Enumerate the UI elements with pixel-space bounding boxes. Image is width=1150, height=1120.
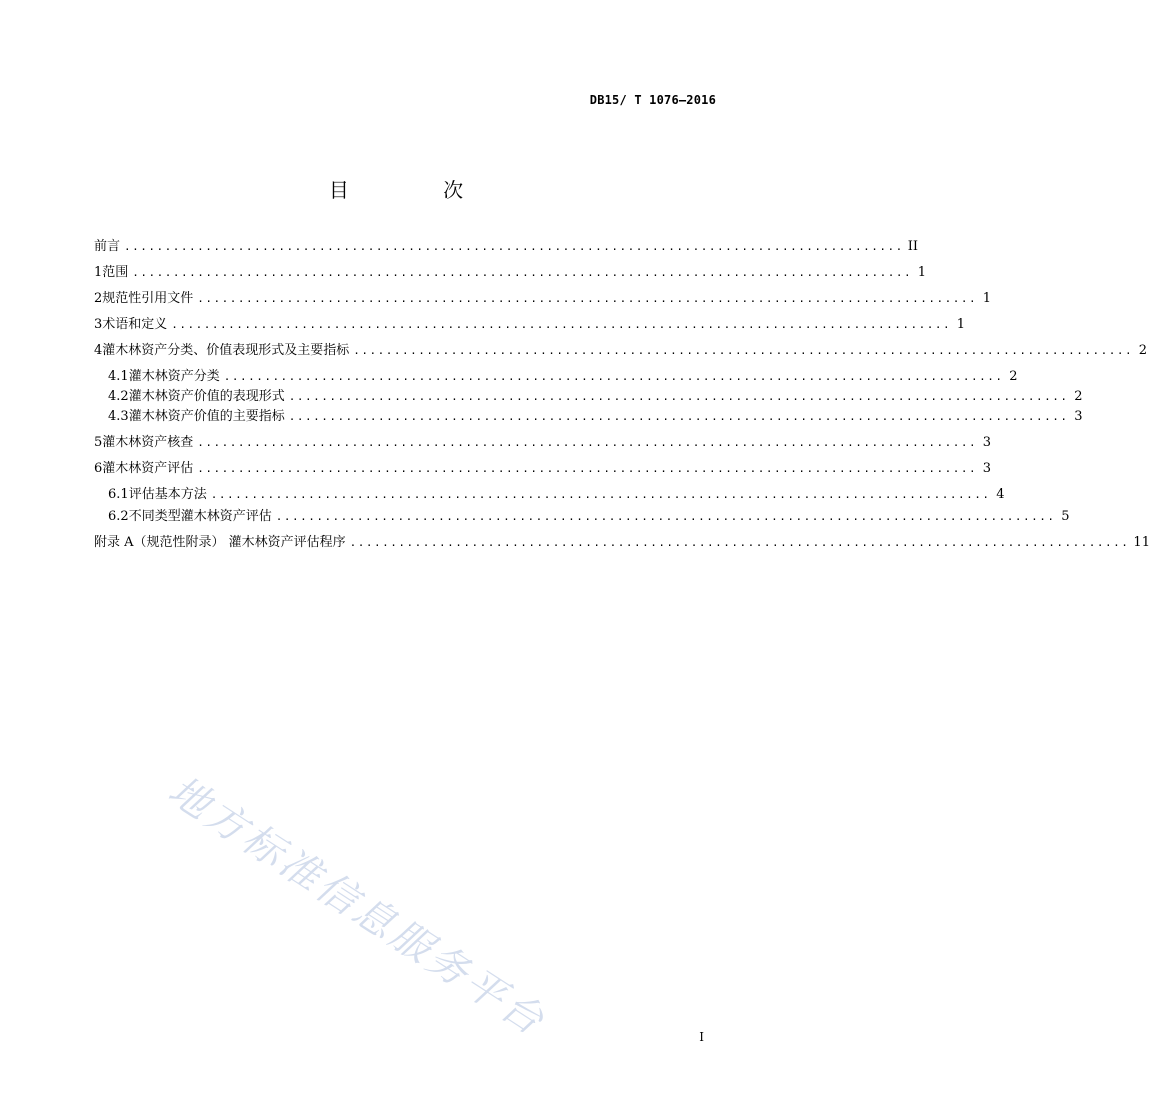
toc-entry-6-2[interactable] (108, 507, 1070, 527)
toc-page: II (907, 239, 919, 254)
toc-number: 6.1 (108, 487, 129, 502)
toc-label: 灌木林资产分类、价值表现形式及主要指标 (102, 343, 350, 358)
toc-entry-foreword[interactable] (94, 237, 919, 257)
toc-page: 3 (982, 461, 992, 476)
toc-entry-4-3[interactable] (108, 407, 1083, 427)
toc-page: 4 (996, 487, 1005, 502)
toc-leader: ................................................................................................ (288, 390, 1069, 403)
toc-label: 前言 (94, 239, 121, 254)
toc-label: 评估基本方法 (128, 487, 207, 502)
toc-number: 6 (94, 461, 103, 476)
toc-label: 灌木林资产价值的主要指标 (128, 409, 285, 424)
toc-number: 2 (94, 291, 103, 306)
toc-label: 范围 (102, 265, 129, 280)
toc-entry-4-1[interactable] (108, 367, 1018, 387)
toc-number: 4.1 (108, 369, 129, 384)
toc-entry-appendix-a[interactable] (94, 533, 1150, 553)
toc-leader: ................................................................................................ (197, 436, 978, 449)
toc-leader: ................................................................................................ (223, 370, 1004, 383)
toc-number: 4.3 (108, 409, 129, 424)
toc-page: 2 (1138, 343, 1148, 358)
toc-label: 灌木林资产评估 (102, 461, 194, 476)
toc-label: 灌木林资产核查 (102, 435, 194, 450)
watermark: 地方标准信息服务平台 (160, 767, 555, 1046)
toc-page: 5 (1061, 509, 1070, 524)
toc-page: 3 (982, 435, 992, 450)
toc-leader: ................................................................................................ (132, 266, 913, 279)
page-title: 目 次 (328, 178, 508, 202)
toc-number: 3 (94, 317, 103, 332)
toc-label: 附录 A（规范性附录） 灌木林资产评估程序 (94, 535, 346, 550)
toc-entry-4[interactable] (94, 341, 1148, 361)
toc-page: 2 (1009, 369, 1018, 384)
toc-entry-6[interactable] (94, 459, 992, 479)
toc-leader: ................................................................................................ (275, 510, 1056, 523)
toc-entry-5[interactable] (94, 433, 992, 453)
toc-label: 术语和定义 (102, 317, 168, 332)
toc-leader: ................................................................................................ (197, 462, 978, 475)
toc-leader: ................................................................................................ (288, 410, 1069, 423)
toc-label: 不同类型灌木林资产评估 (128, 509, 272, 524)
toc-label: 灌木林资产分类 (128, 369, 220, 384)
toc-entry-1[interactable] (94, 263, 927, 283)
toc-label: 规范性引用文件 (102, 291, 194, 306)
toc-entry-3[interactable] (94, 315, 966, 335)
toc-leader: ................................................................................................ (171, 318, 952, 331)
toc-page: 1 (982, 291, 992, 306)
standard-code: DB15/ T 1076—2016 (589, 93, 716, 107)
toc-page: 2 (1074, 389, 1083, 404)
toc-number: 6.2 (108, 509, 129, 524)
toc-leader: ................................................................................................ (349, 536, 1130, 549)
toc-page: 1 (956, 317, 966, 332)
toc-number: 4 (94, 343, 103, 358)
toc-entry-4-2[interactable] (108, 387, 1083, 407)
toc-number: 5 (94, 435, 103, 450)
toc-leader: ................................................................................................ (353, 344, 1134, 357)
toc-leader: ................................................................................................ (197, 292, 978, 305)
toc-entry-6-1[interactable] (108, 485, 1005, 505)
toc-page: 3 (1074, 409, 1083, 424)
toc-label: 灌木林资产价值的表现形式 (128, 389, 285, 404)
toc-page: 11 (1133, 535, 1150, 550)
toc-page: 1 (917, 265, 927, 280)
toc-number: 4.2 (108, 389, 129, 404)
toc-leader: ................................................................................................ (210, 488, 991, 501)
toc-entry-2[interactable] (94, 289, 992, 309)
toc-leader: ................................................................................................ (124, 240, 904, 253)
toc-number: 1 (94, 265, 103, 280)
page-number: I (699, 1030, 704, 1044)
